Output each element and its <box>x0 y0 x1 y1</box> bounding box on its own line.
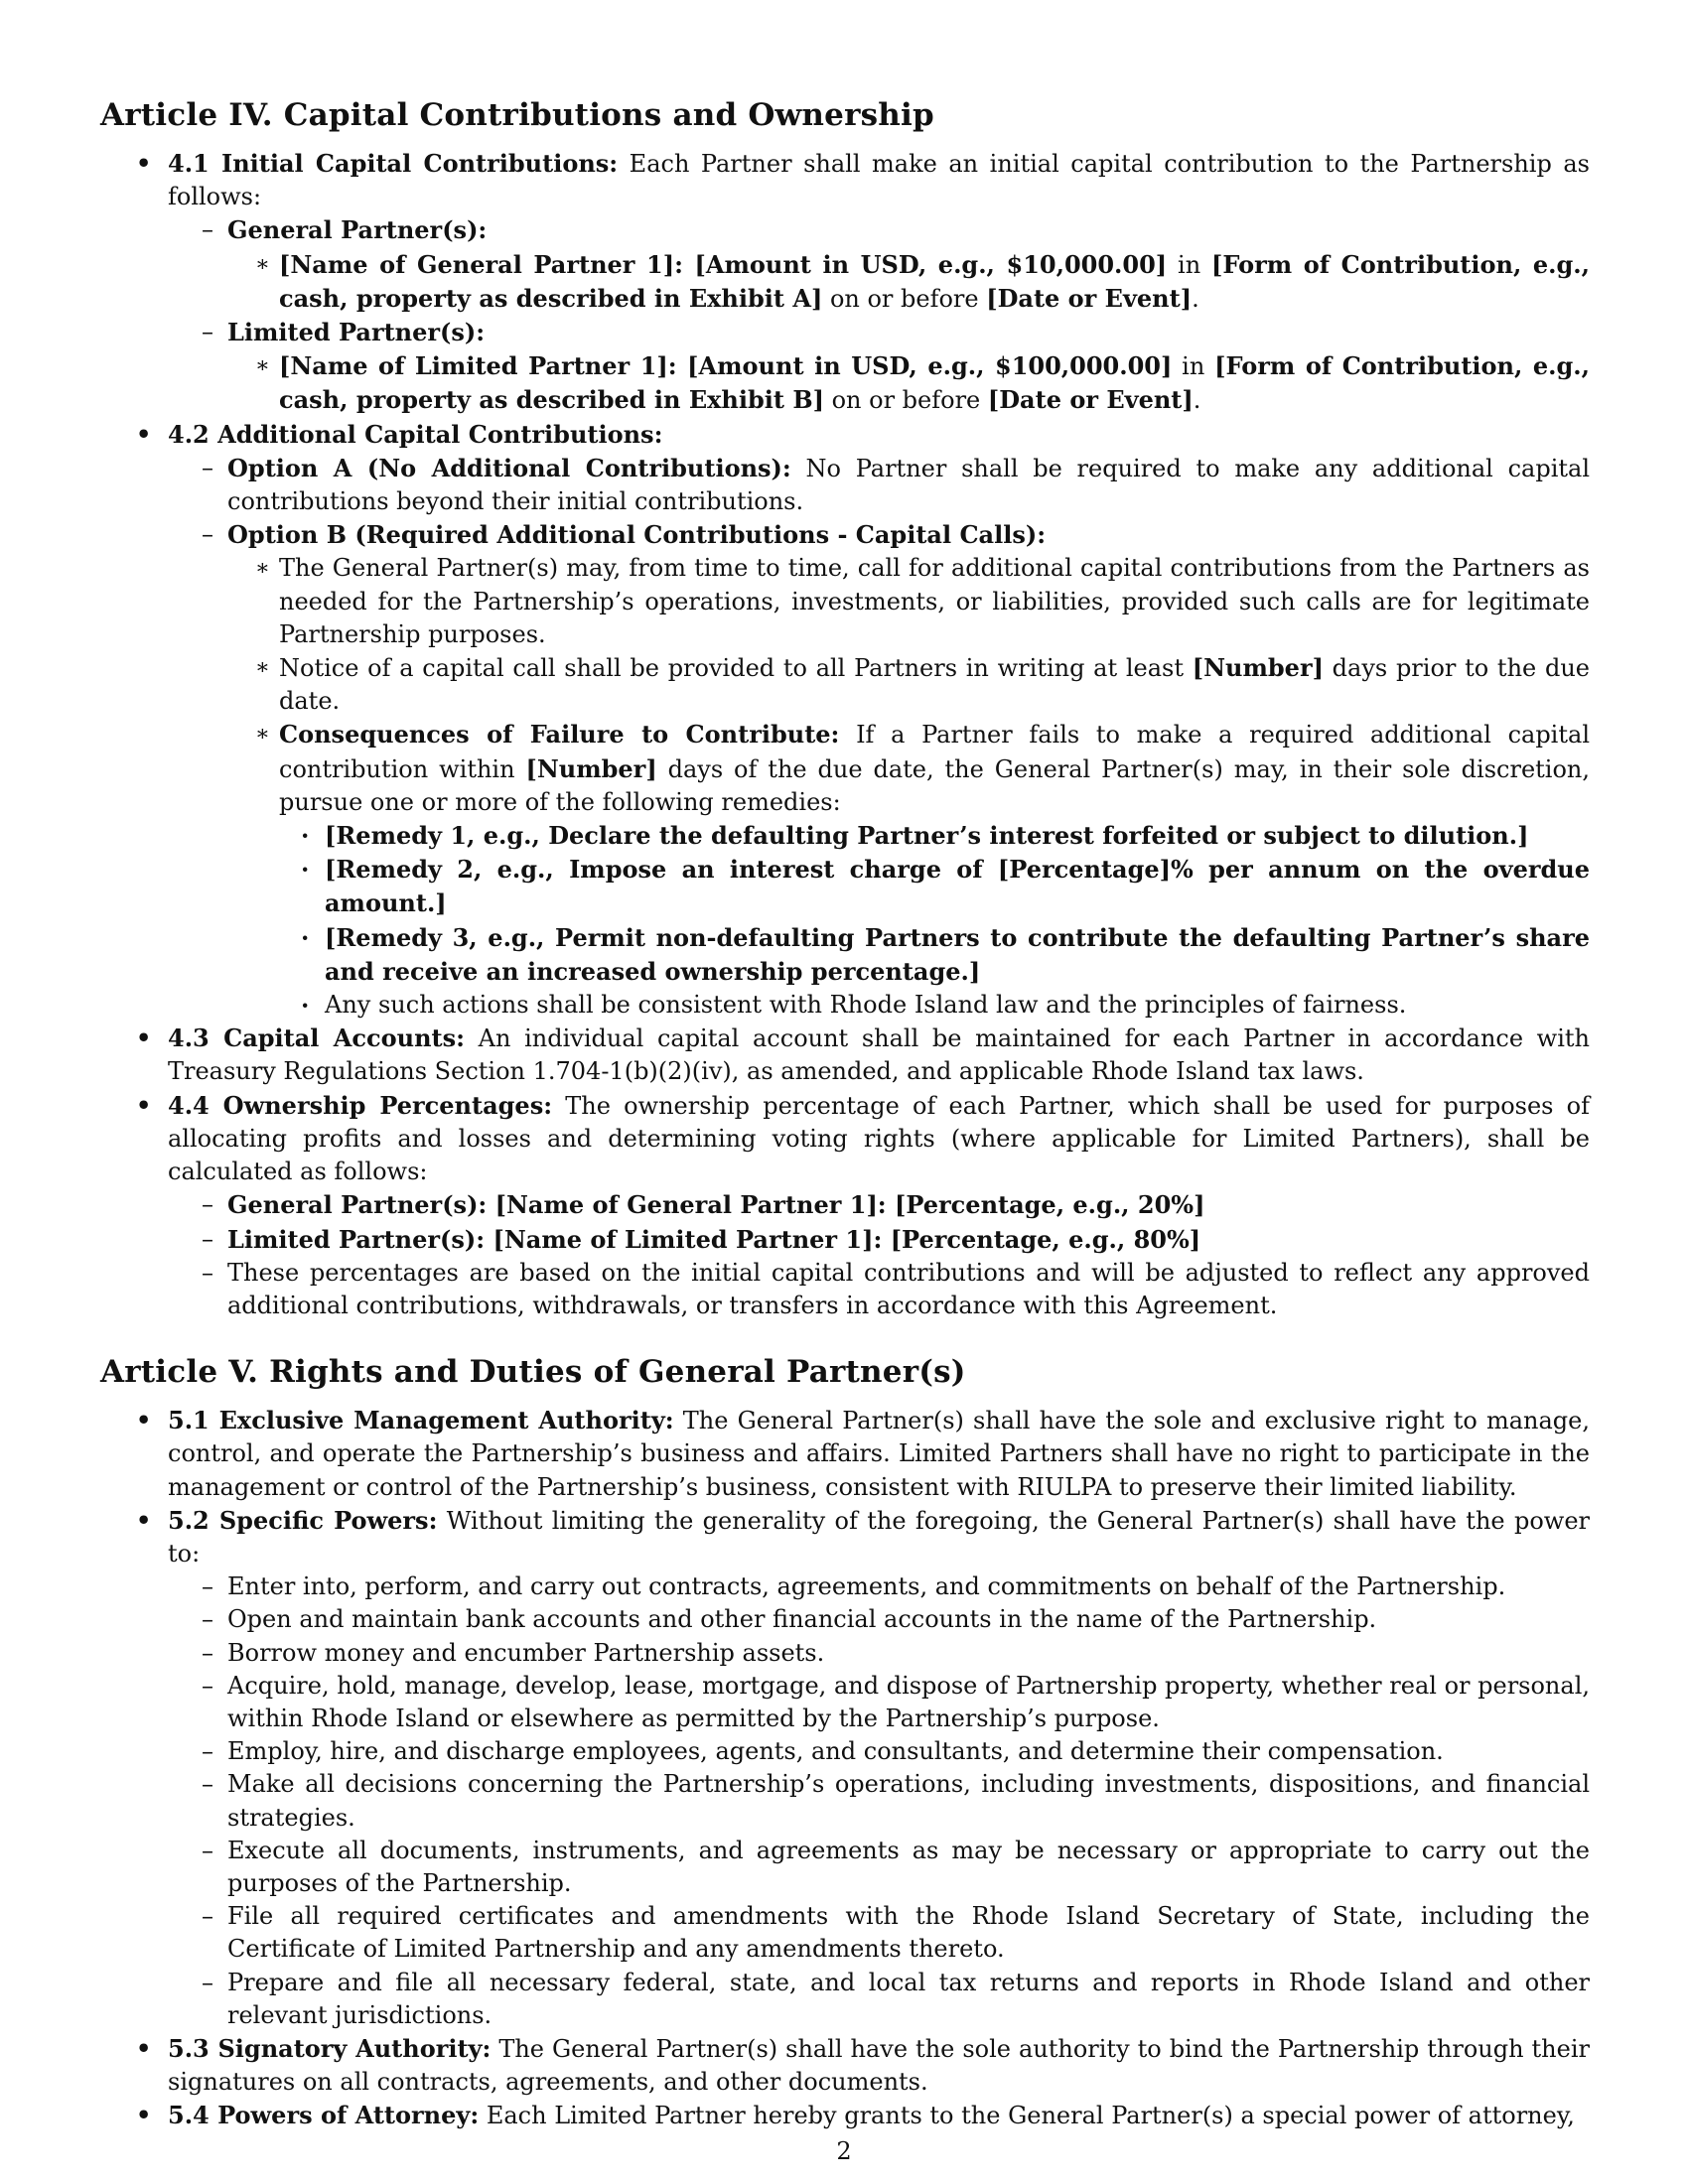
section-5-1-label: 5.1 Exclusive Management Authority: <box>168 1406 674 1435</box>
power-item: – File all required certificates and amendments with the Rhode Island Secretary of State, including the Certificate of Limited Partnership and any amendments thereto. <box>168 1900 1590 1966</box>
remedy-3-text: [Remedy 3, e.g., Permit non-defaulting Partners to contribute the defaulting Partner’s share and receive an increased ownership percentage.] <box>325 922 1590 986</box>
section-4-1-text: Each Partner shall make an initial capital contribution to the Partnership as follows: <box>168 150 1590 211</box>
remedy-item <box>279 819 1590 853</box>
section-4-1 <box>100 147 1590 418</box>
notice-item <box>227 651 1590 718</box>
option-b-label: Option B (Required Additional Contributions - Capital Calls): <box>227 520 1047 550</box>
lp-name-amount: [Name of Limited Partner 1]: [Amount in USD, e.g., $100,000.00] <box>279 351 1173 381</box>
gp-name-amount: [Name of General Partner 1]: [Amount in USD, e.g., $10,000.00] <box>279 249 1168 279</box>
notice-text-1: Notice of a capital call shall be provided to all Partners in writing at least <box>279 654 1193 683</box>
power-item: – Open and maintain bank accounts and other financial accounts in the name of the Partnership. <box>168 1603 1590 1636</box>
power-item: – Employ, hire, and discharge employees, agents, and consultants, and determine their compensation. <box>168 1735 1590 1768</box>
lp-ownership-item <box>168 1223 1590 1257</box>
section-5-2-text: Without limiting the generality of the foregoing, the General Partner(s) shall have the power to: <box>168 1506 1590 1568</box>
remedy-2-text: [Remedy 2, e.g., Impose an interest charge of [Percentage]% per annum on the overdue amount.] <box>325 855 1590 918</box>
gp-ownership-item <box>168 1188 1590 1222</box>
page-content <box>100 95 1590 2133</box>
section-4-4-sublist <box>168 1188 1590 1322</box>
option-a-label: Option A (No Additional Contributions): <box>227 453 791 482</box>
lp-date: [Date or Event] <box>987 385 1194 415</box>
article-5-heading: Article V. Rights and Duties of General Partner(s) <box>100 1354 966 1391</box>
lp-form: [Form of Contribution, e.g., cash, property as described in Exhibit B] <box>279 351 1591 415</box>
section-5-4-label: 5.4 Powers of Attorney: <box>168 2101 480 2130</box>
option-a-item <box>168 452 1590 518</box>
section-5-2-label: 5.2 Specific Powers: <box>168 1505 438 1535</box>
gp-in-text: in <box>1167 250 1212 279</box>
limited-partners-sublist <box>227 349 1590 417</box>
section-4-4-label: 4.4 Ownership Percentages: <box>168 1090 553 1120</box>
power-item: – Prepare and file all necessary federal, state, and local tax returns and reports in Rhode Island and other relevant jurisdictions. <box>168 1967 1590 2032</box>
consequences-label: Consequences of Failure to Contribute: <box>279 720 840 750</box>
section-4-2 <box>100 418 1590 1023</box>
general-partner-1-contribution <box>227 248 1590 316</box>
consequences-text-2: days of the due date, the General Partner(s) may, in their sole discretion, pursue one or more of the following remedies: <box>279 754 1591 816</box>
lp-ownership-text: Limited Partner(s): [Name of Limited Partner 1]: [Percentage, e.g., 80%] <box>227 1224 1201 1254</box>
section-4-3-text: An individual capital account shall be maintained for each Partner in accordance with Treasury Regulations Section 1.704-1(b)(2)(iv), as amended, and applicable Rhode Island tax laws. <box>168 1024 1591 1086</box>
section-4-3-label: 4.3 Capital Accounts: <box>168 1024 466 1053</box>
section-4-1-label: 4.1 Initial Capital Contributions: <box>168 149 619 178</box>
remedy-1-text: [Remedy 1, e.g., Declare the defaulting Partner’s interest forfeited or subject to dilution.] <box>325 821 1529 851</box>
option-b-item <box>168 518 1590 1022</box>
gp-date: [Date or Event] <box>986 283 1193 313</box>
general-partners-item <box>168 213 1590 316</box>
lp-period: . <box>1193 386 1201 415</box>
gp-ownership-text: General Partner(s): [Name of General Partner 1]: [Percentage, e.g., 20%] <box>227 1190 1205 1220</box>
section-5-3 <box>100 2032 1590 2099</box>
power-item: – Borrow money and encumber Partnership assets. <box>168 1637 1590 1670</box>
notice-text-2: days prior to the due date. <box>279 654 1590 716</box>
power-item: – Execute all documents, instruments, and agreements as may be necessary or appropriate to carry out the purposes of the Partnership. <box>168 1835 1590 1900</box>
ownership-note: – These percentages are based on the initial capital contributions and will be adjusted to reflect any approved additional contributions, withdrawals, or transfers in accordance with this Agreement. <box>168 1257 1590 1322</box>
section-5-4-text: Each Limited Partner hereby grants to the General Partner(s) a special power of attorney, <box>479 2102 1575 2130</box>
power-item: – Make all decisions concerning the Partnership’s operations, including investments, dispositions, and financial strategies. <box>168 1768 1590 1834</box>
section-4-2-label: 4.2 Additional Capital Contributions: <box>168 419 663 449</box>
gp-period: . <box>1192 284 1199 313</box>
section-5-1 <box>100 1404 1590 1504</box>
section-4-3 <box>100 1022 1590 1088</box>
section-5-3-text: The General Partner(s) shall have the sole authority to bind the Partnership through their signatures on all contracts, agreements, and other documents. <box>168 2034 1590 2097</box>
section-4-4-text: The ownership percentage of each Partner, which shall be used for purposes of allocating profits and losses and determining voting rights (where applicable for Limited Partners), shall be calculated as follows: <box>168 1091 1590 1186</box>
general-partners-label: General Partner(s): <box>227 215 488 245</box>
article-5-list <box>100 1404 1590 2132</box>
section-4-2-sublist <box>168 452 1590 1022</box>
power-item: – Enter into, perform, and carry out contracts, agreements, and commitments on behalf of the Partnership. <box>168 1570 1590 1603</box>
consequences-number: [Number] <box>525 753 657 783</box>
section-5-4 <box>100 2099 1590 2132</box>
notice-number: [Number] <box>1192 653 1324 683</box>
limited-partner-1-contribution <box>227 349 1590 417</box>
section-4-1-sublist <box>168 213 1590 417</box>
section-4-4 <box>100 1089 1590 1322</box>
general-partners-sublist <box>227 248 1590 316</box>
limited-partners-item <box>168 316 1590 418</box>
article-4-list <box>100 147 1590 1322</box>
remedy-item <box>279 853 1590 920</box>
page-number: 2 <box>836 2137 852 2165</box>
powers-list <box>168 1570 1590 2032</box>
remedy-item <box>279 921 1590 989</box>
section-5-2 <box>100 1504 1590 2032</box>
power-item: – Acquire, hold, manage, develop, lease, mortgage, and dispose of Partnership property, whether real or personal, within Rhode Island or elsewhere as permitted by the Partnership’s purpose. <box>168 1670 1590 1735</box>
limited-partners-label: Limited Partner(s): <box>227 318 486 347</box>
consequences-text-1: If a Partner fails to make a required additional capital contribution within <box>279 721 1590 783</box>
section-5-1-text: The General Partner(s) shall have the sole and exclusive right to manage, control, and operate the Partnership’s business and affairs. Limited Partners shall have no right to participate in the management or control of the Partnership’s business, consistent with RIULPA to preserve their limited liability. <box>168 1407 1591 1501</box>
option-a-text: No Partner shall be required to make any additional capital contributions beyond their initial contributions. <box>227 454 1591 516</box>
consequences-item <box>227 718 1590 1022</box>
option-b-sublist <box>227 552 1590 1022</box>
lp-in-text: in <box>1172 352 1215 381</box>
lp-before-text: on or before <box>823 386 988 415</box>
remedies-list <box>279 819 1590 1022</box>
gp-before-text: on or before <box>822 284 987 313</box>
remedy-note: · Any such actions shall be consistent with Rhode Island law and the principles of fairness. <box>279 989 1590 1022</box>
section-5-3-label: 5.3 Signatory Authority: <box>168 2033 492 2063</box>
capital-call-item: ∗ The General Partner(s) may, from time to time, call for additional capital contributions from the Partners as needed for the Partnership’s operations, investments, or liabilities, provided such calls are for legitimate Partnership purposes. <box>227 552 1590 651</box>
gp-form: [Form of Contribution, e.g., cash, property as described in Exhibit A] <box>279 249 1591 313</box>
article-4-heading: Article IV. Capital Contributions and Ownership <box>100 97 934 133</box>
